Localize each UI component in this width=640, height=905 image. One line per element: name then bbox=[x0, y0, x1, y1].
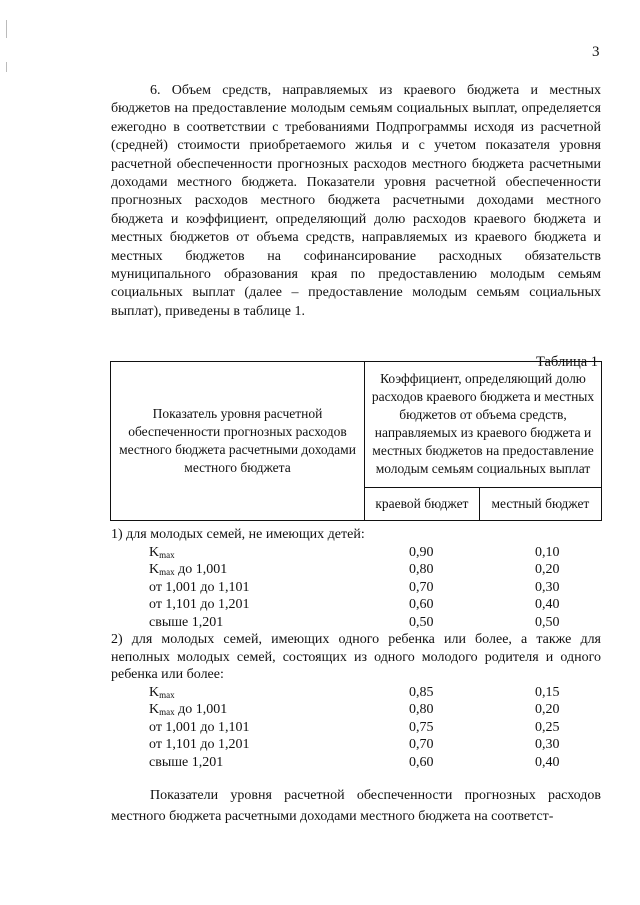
row-indicator-label bbox=[149, 736, 250, 754]
k-symbol: K bbox=[149, 684, 160, 700]
k-subscript: max bbox=[159, 567, 175, 577]
table-row bbox=[111, 684, 601, 702]
row-indicator-label bbox=[149, 719, 250, 737]
k-subscript: max bbox=[159, 689, 175, 700]
row-indicator-label bbox=[149, 596, 250, 614]
local-value: 0,50 bbox=[535, 614, 560, 630]
intro-paragraph: 6. Объем средств, направляемых из краевого бюджета и местных бюджетов на предоставление молодым семьям социальных выплат, определяется ежегодно в соответствии с требованиями Подпрограммы исходя из расчетной (средней) стоимости приобретаемого жилья и с учетом показателя уровня расчетной обеспеченности прогнозных расходов местного бюджета расчетными доходами местного бюджета. Показатели уровня расчетной обеспеченности прогнозных расходов местного бюджета расчетными доходами местного бюджета и коэффициент, определяющий долю расходов краевого бюджета и местных бюджетов от объема средств, направляемых из краевого бюджета и местных бюджетов на софинансирование расходных обязательств муниципального образования края по предоставлению молодым семьям социальных выплат (далее – предоставление молодым семьям социальных выплат), приведены в таблице 1. bbox=[111, 83, 601, 319]
local-value: 0,30 bbox=[535, 737, 560, 752]
header-coefficient: Коэффициент, определяющий долю расходов краевого бюджета и местных бюджетов от объема средств, направляемых из краевого бюджета и местных бюджетов на предоставление молодым семьям социальных выплат bbox=[365, 362, 602, 488]
row-indicator-label bbox=[149, 579, 250, 597]
header-indicator: Показатель уровня расчетной обеспеченности прогнозных расходов местного бюджета расчетными доходами местного бюджета bbox=[111, 362, 365, 521]
k-symbol: K bbox=[149, 702, 160, 717]
table-row bbox=[111, 614, 601, 632]
table-row bbox=[111, 754, 601, 772]
local-value: 0,15 bbox=[535, 684, 560, 700]
row-indicator-label bbox=[149, 614, 223, 632]
table-row bbox=[111, 579, 601, 597]
k-symbol: K bbox=[149, 562, 160, 577]
k-subscript: max bbox=[159, 707, 175, 717]
coefficients-table bbox=[110, 361, 602, 521]
range-label: от 1,001 до 1,101 bbox=[149, 719, 250, 735]
regional-value: 0,60 bbox=[409, 597, 434, 612]
regional-value: 0,85 bbox=[409, 684, 434, 700]
scan-edge-mark bbox=[6, 20, 7, 38]
regional-value: 0,90 bbox=[409, 544, 434, 560]
regional-value: 0,80 bbox=[409, 562, 434, 577]
k-subscript: max bbox=[159, 549, 175, 560]
group-title: 2) для молодых семей, имеющих одного ребенка или более, а также для неполных молодых семей, состоящих из одного молодого родителя и одного ребенка или более: bbox=[111, 632, 601, 682]
range-label: до 1,001 bbox=[174, 702, 228, 717]
table-row bbox=[111, 561, 601, 579]
local-value: 0,30 bbox=[535, 579, 560, 595]
local-value: 0,40 bbox=[535, 754, 560, 770]
local-value: 0,10 bbox=[535, 544, 560, 560]
local-value: 0,40 bbox=[535, 597, 560, 612]
scan-edge-mark bbox=[6, 62, 7, 72]
closing-paragraph: Показатели уровня расчетной обеспеченности прогнозных расходов местного бюджета расчетными доходами местного бюджета на соответст- bbox=[111, 788, 601, 824]
regional-value: 0,75 bbox=[409, 719, 434, 735]
range-label: до 1,001 bbox=[174, 562, 228, 577]
table-row bbox=[111, 544, 601, 562]
table-caption: Таблица 1 bbox=[536, 354, 599, 370]
range-label: от 1,101 до 1,201 bbox=[149, 597, 250, 612]
table-row bbox=[111, 719, 601, 737]
range-label: свыше 1,201 bbox=[149, 614, 224, 630]
page-number: 3 bbox=[592, 44, 600, 60]
local-value: 0,20 bbox=[535, 702, 560, 717]
k-symbol: K bbox=[149, 544, 160, 560]
regional-value: 0,70 bbox=[409, 737, 434, 752]
row-indicator-label bbox=[149, 754, 223, 772]
table-row bbox=[111, 736, 601, 754]
local-value: 0,25 bbox=[535, 719, 560, 735]
table-row bbox=[111, 596, 601, 614]
local-value: 0,20 bbox=[535, 562, 560, 577]
group-title: 1) для молодых семей, не имеющих детей: bbox=[111, 527, 365, 542]
regional-value: 0,60 bbox=[409, 754, 434, 770]
range-label: от 1,001 до 1,101 bbox=[149, 579, 250, 595]
regional-value: 0,50 bbox=[409, 614, 434, 630]
range-label: свыше 1,201 bbox=[149, 754, 224, 770]
regional-value: 0,70 bbox=[409, 579, 434, 595]
table-row bbox=[111, 701, 601, 719]
range-label: от 1,101 до 1,201 bbox=[149, 737, 250, 752]
header-local-budget: местный бюджет bbox=[479, 487, 601, 520]
table-body bbox=[111, 526, 601, 771]
regional-value: 0,80 bbox=[409, 702, 434, 717]
header-regional-budget: краевой бюджет bbox=[365, 487, 480, 520]
